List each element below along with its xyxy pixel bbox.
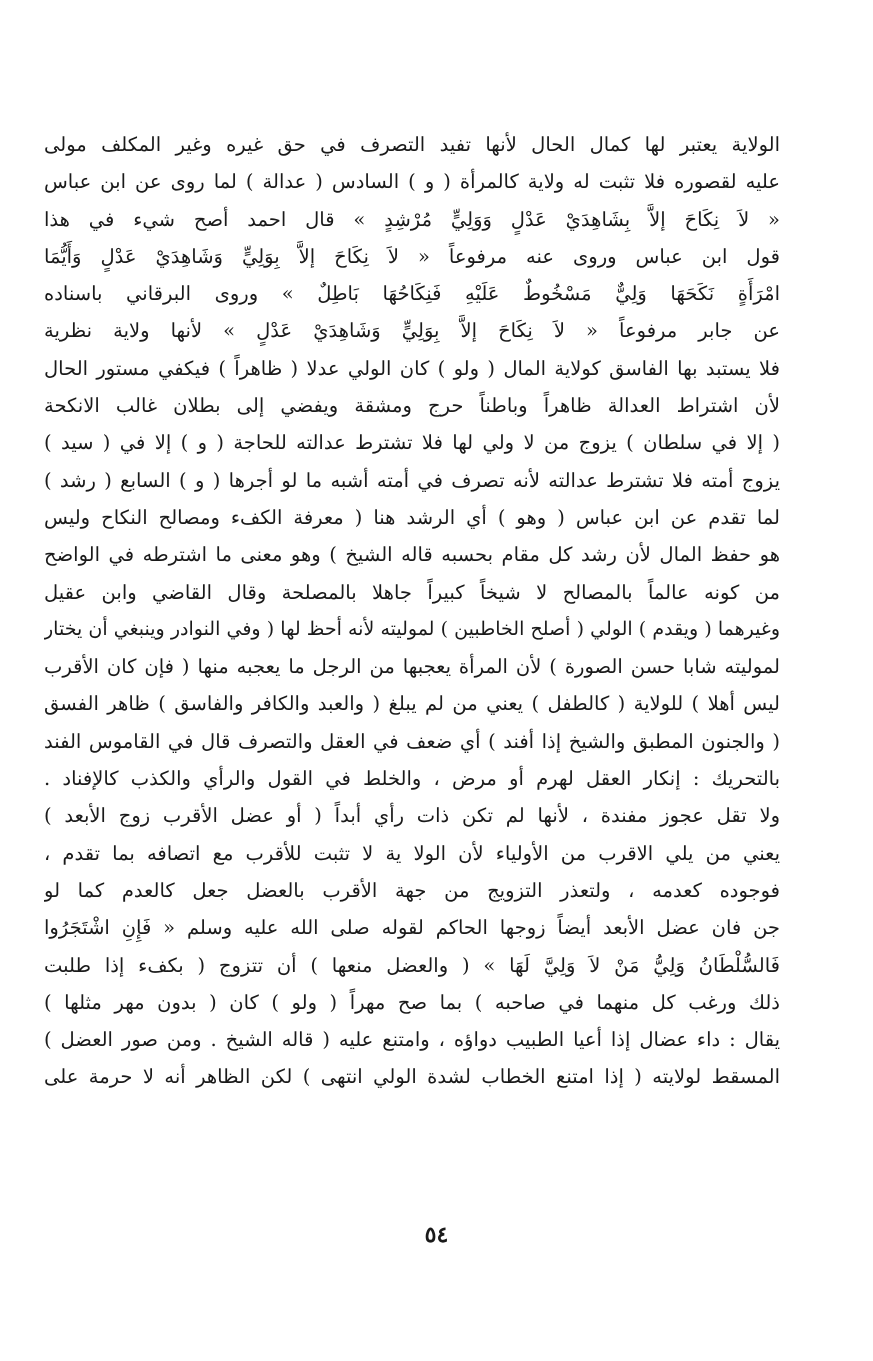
text-line: وغيرهما ( ويقدم ) الولي ( أصلح الخاطبين ) لموليته لأنه أحظ لها ( وفي النوادر وينبغي أن يختار: [44, 617, 780, 640]
text-line: « لاَ نِكَاحَ إلاَّ بِشَاهِدَيْ عَدْلٍ وَوَلِيٍّ مُرْشِدٍ » قال احمد أصح شيء في هذا: [44, 207, 780, 231]
text-line: ( إلا في سلطان ) يزوج من لا ولي لها فلا تشترط عدالته للحاجة ( و ) إلا في ( سيد ): [44, 431, 780, 455]
text-line: عن جابر مرفوعاً « لاَ نِكَاحَ إلاَّ بِوَلِيٍّ وَشَاهِدَيْ عَدْلٍ » لأنها ولاية نظرية: [44, 319, 780, 343]
text-line: امْرَأَةٍ نَكَحَهَا وَلِيٌّ مَسْخُوطٌ عَلَيْهِ فَنِكَاحُهَا بَاطِلٌ » وروى البرقاني باسناده: [44, 282, 780, 306]
text-line: الولاية يعتبر لها كمال الحال لأنها تفيد التصرف في حق غيره وغير المكلف مولى: [44, 133, 780, 156]
text-line: قول ابن عباس وروى عنه مرفوعاً « لاَ نِكَاحَ إلاَّ بِوَلِيٍّ وَشَاهِدَيْ عَدْلٍ وَأَيُّمَا: [44, 244, 780, 268]
text-line: لأن اشتراط العدالة ظاهراً وباطناً حرج ومشقة ويفضي إلى بطلان غالب الانكحة: [44, 394, 780, 418]
text-line: ( والجنون المطبق والشيخ إذا أفند ) أي ضعف في العقل والتصرف قال في القاموس الفند: [44, 729, 780, 753]
text-line: جن فان عضل الأبعد أيضاً زوجها الحاكم لقوله صلى الله عليه وسلم « فَإِنِ اشْتَجَرُوا: [44, 916, 780, 940]
text-line: لما تقدم عن ابن عباس ( وهو ) أي الرشد هنا ( معرفة الكفء ومصالح النكاح وليس: [44, 505, 780, 529]
text-line: هو حفظ المال لأن رشد كل مقام بحسبه قاله الشيخ ) وهو معنى ما اشترطه في الواضح: [44, 543, 780, 567]
text-line: فلا يستبد بها الفاسق كولاية المال ( ولو ) كان الولي عدلا ( ظاهراً ) فيكفي مستور الحال: [44, 356, 780, 380]
page-number: ٥٤: [424, 1222, 449, 1248]
text-line: فوجوده كعدمه ، ولتعذر التزويج من جهة الأقرب بالعضل جعل كالعدم كما لو: [44, 878, 780, 902]
text-line: من كونه عالماً بالمصالح لا شيخاً كبيراً جاهلا بالمصلحة وقال القاضي وابن عقيل: [44, 580, 780, 604]
text-line: المسقط لولايته ( إذا امتنع الخطاب لشدة الولي انتهى ) لكن الظاهر أنه لا حرمة على: [44, 1065, 780, 1089]
text-line: ليس أهلا ) للولاية ( كالطفل ) يعني من لم يبلغ ( والعبد والكافر والفاسق ) ظاهر الفسق: [44, 692, 780, 716]
text-line: فَالسُّلْطَانُ وَلِيُّ مَنْ لاَ وَلِيَّ لَهَا » ( والعضل منعها ) أن تتزوج ( بكفء إذا طلبت: [44, 953, 780, 977]
text-line: عليه لقصوره فلا تثبت له ولاية كالمرأة ( و ) السادس ( عدالة ) لما روى عن ابن عباس: [44, 170, 780, 194]
text-line: ولا تقل عجوز مفندة ، لأنها لم تكن ذات رأي أبداً ( أو عضل الأقرب زوج الأبعد ): [44, 804, 780, 828]
text-line: لموليته شابا حسن الصورة ) لأن المرأة يعجبها من الرجل ما يعجبه منها ( فإن كان الأقرب: [44, 655, 780, 679]
text-line: يزوج أمته فلا تشترط عدالته لأنه تصرف في أمته أشبه ما لو أجرها ( و ) السابع ( رشد ): [44, 468, 780, 492]
text-line: يعني من يلي الاقرب من الأولياء لأن الولا ية لا تثبت للأقرب مع اتصافه بما تقدم ،: [44, 841, 780, 865]
text-line: ذلك ورغب كل منهما في صاحبه ) بما صح مهراً ( ولو ) كان ( بدون مهر مثلها ): [44, 990, 780, 1014]
text-line: يقال : داء عضال إذا أعيا الطبيب دواؤه ، وامتنع عليه ( قاله الشيخ . ومن صور العضل ): [44, 1028, 780, 1052]
text-line: بالتحريك : إنكار العقل لهرم أو مرض ، والخلط في القول والرأي والكذب كالإفناد .: [44, 767, 780, 791]
body-text: [44, 126, 780, 1096]
